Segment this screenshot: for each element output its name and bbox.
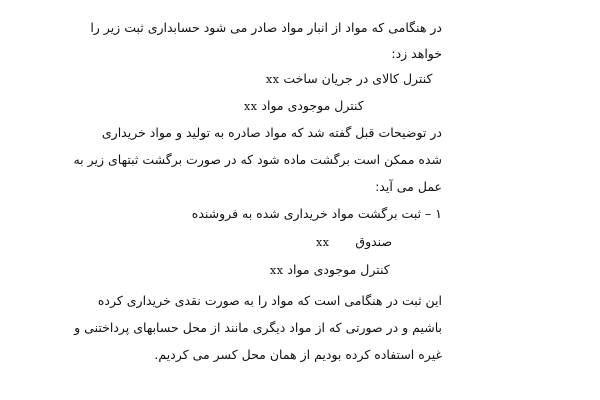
journal1-debit-entry [266, 70, 432, 89]
journal1-debit-account: کنترل کالای در جریان ساخت [283, 71, 433, 86]
paragraph3-line3: غیره استفاده کرده بودیم از همان محل کسر می کردیم. [154, 347, 442, 362]
paragraph2-line3: عمل می آید: [375, 179, 442, 194]
paragraph2-line1: در توضیحات قبل گفته شد که مواد صادره به تولید و مواد خریداری [101, 125, 442, 140]
paragraph1-line1: در هنگامی که مواد از انبار مواد صادر می شود حسابداری ثبت زیر را [90, 20, 442, 35]
journal1-debit-amount: xx [266, 73, 280, 86]
journal2-debit-amount: xx [316, 236, 330, 249]
journal2-credit-amount: xx [270, 264, 284, 277]
section1-heading: ۱ – ثبت برگشت مواد خریداری شده به فروشنده [191, 206, 442, 221]
journal2-credit-entry [270, 261, 390, 280]
paragraph3-line1: این ثبت در هنگامی است که مواد را به صورت نقدی خریداری کرده [97, 293, 442, 308]
journal1-credit-entry [244, 97, 364, 116]
journal2-credit-account: کنترل موجودی مواد [287, 262, 390, 277]
paragraph1-line2: خواهد زد: [391, 46, 442, 61]
journal1-credit-account: کنترل موجودی مواد [261, 98, 364, 113]
paragraph3-line2: باشیم و در صورتی که از مواد دیگری مانند از محل حسابهای پرداختنی و [74, 320, 442, 335]
paragraph2-line2: شده ممکن است برگشت ماده شود که در صورت برگشت ثبتهای زیر به [73, 152, 442, 167]
journal2-debit-entry [316, 233, 392, 252]
journal2-debit-account: صندوق [355, 234, 393, 249]
journal1-credit-amount: xx [244, 100, 258, 113]
